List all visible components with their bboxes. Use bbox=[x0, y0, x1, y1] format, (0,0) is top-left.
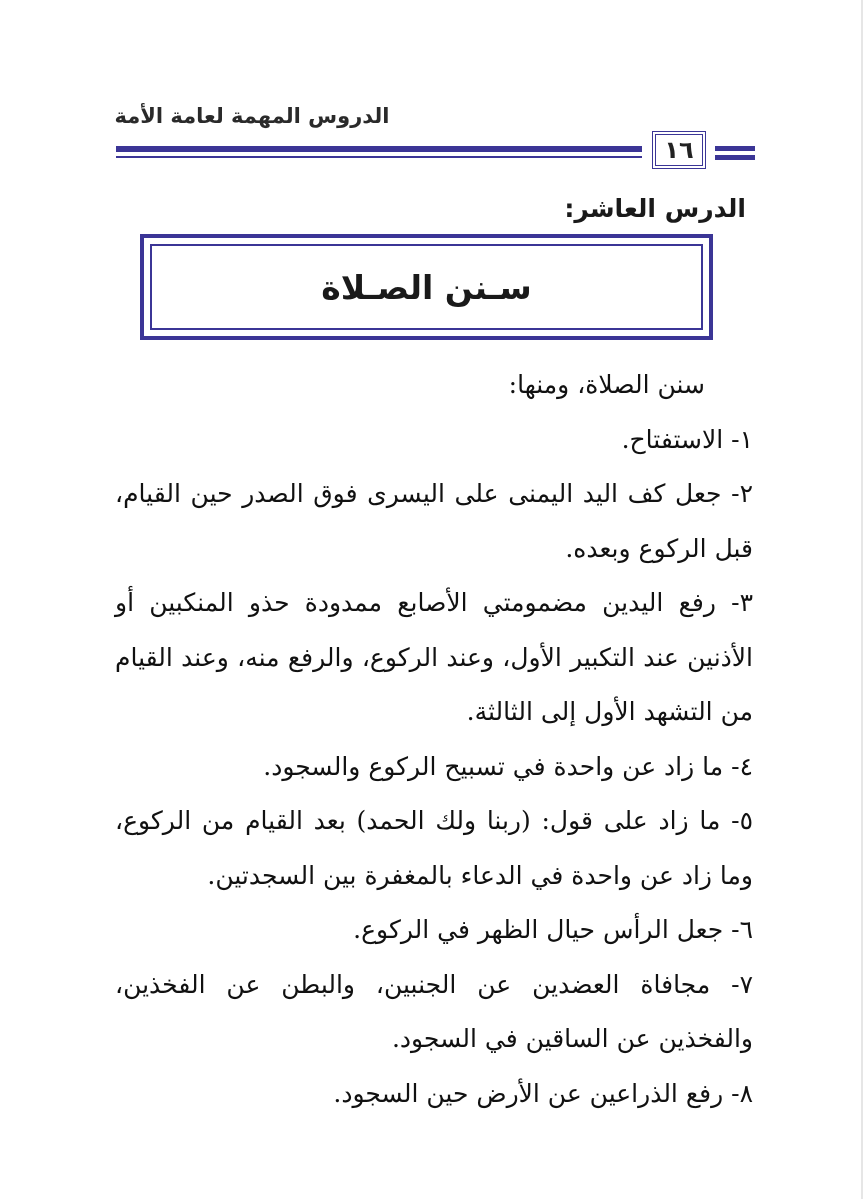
page-number: ١٦ bbox=[652, 131, 706, 169]
list-item-1: ١- الاستفتاح. bbox=[621, 424, 753, 454]
lesson-title: سـنن الصـلاة bbox=[321, 267, 532, 307]
header-rule-right-upper bbox=[715, 146, 755, 151]
header-rule-thin bbox=[116, 156, 642, 158]
intro-text: سنن الصلاة، ومنها: bbox=[508, 370, 705, 399]
list-item-3: ٣- رفع اليدين مضمومتي الأصابع ممدودة حذو المنكبين أو الأذنين عند التكبير الأول، وعند الركوع، والرفع منه، وعند القيام من التشهد الأول إلى الثالثة. bbox=[115, 588, 753, 726]
lesson-label: الدرس العاشر: bbox=[564, 194, 746, 223]
list-item-7: ٧- مجافاة العضدين عن الجنبين، والبطن عن الفخذين، والفخذين عن الساقين في السجود. bbox=[115, 969, 753, 1053]
lesson-title-frame-inner bbox=[150, 244, 703, 330]
running-title: الدروس المهمة لعامة الأمة bbox=[114, 104, 390, 128]
lesson-title-frame bbox=[140, 234, 713, 340]
lesson-body bbox=[115, 358, 753, 1121]
list-item-2: ٢- جعل كف اليد اليمنى على اليسرى فوق الصدر حين القيام، قبل الركوع وبعده. bbox=[115, 479, 753, 563]
list-item-6: ٦- جعل الرأس حيال الظهر في الركوع. bbox=[353, 915, 753, 944]
list-item-5: ٥- ما زاد على قول: (ربنا ولك الحمد) بعد القيام من الركوع، وما زاد عن واحدة في الدعاء بالمغفرة بين السجدتين. bbox=[115, 806, 753, 890]
list-item-4: ٤- ما زاد عن واحدة في تسبيح الركوع والسجود. bbox=[263, 751, 753, 781]
header-rule-right-lower bbox=[715, 155, 755, 160]
list-item-8: ٨- رفع الذراعين عن الأرض حين السجود. bbox=[333, 1078, 753, 1108]
header-rule-thick bbox=[116, 146, 642, 152]
